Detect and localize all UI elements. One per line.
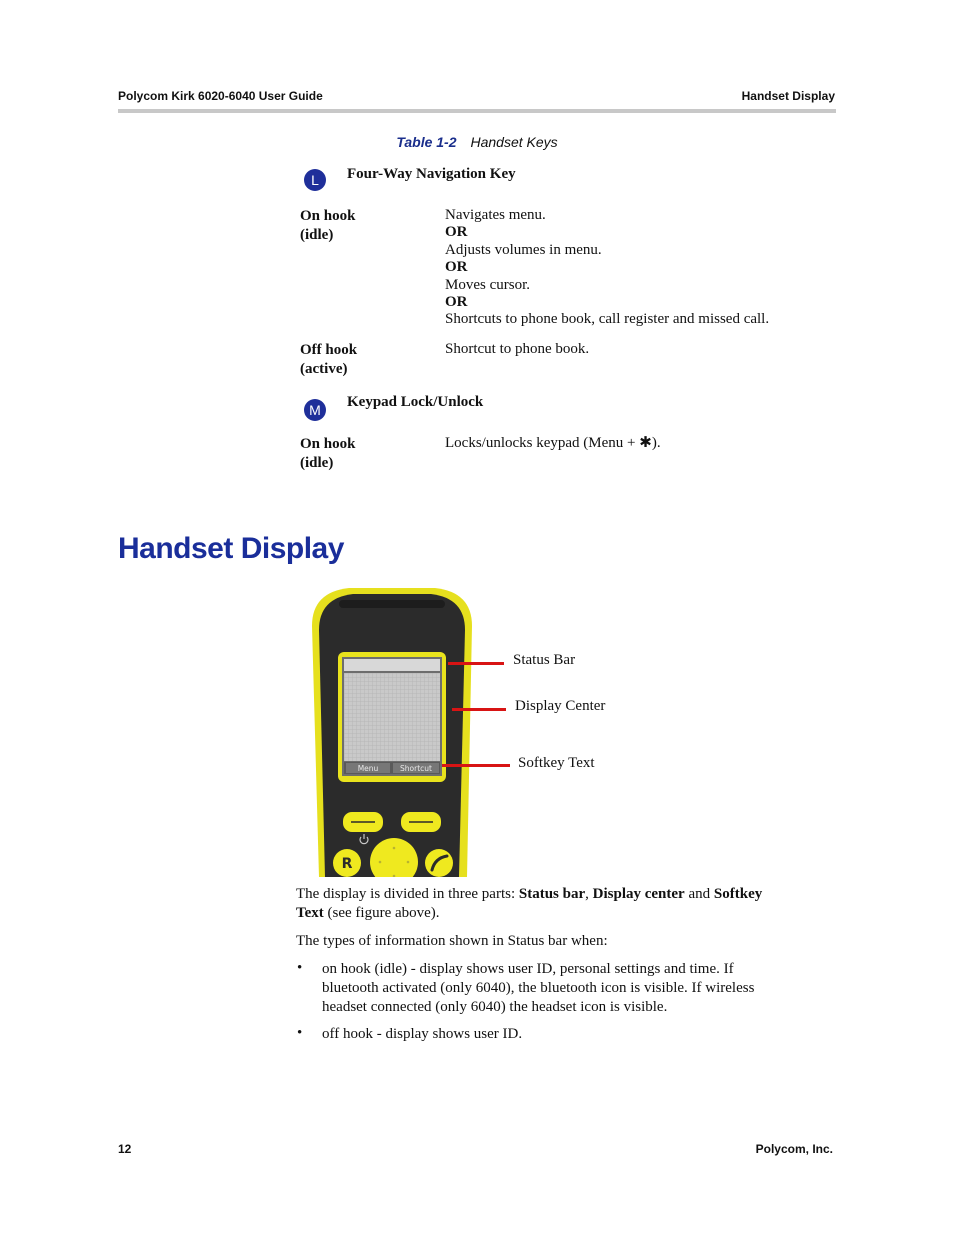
para-text: , xyxy=(585,886,593,902)
page-number: 12 xyxy=(118,1142,132,1156)
display-center-callout-label: Display Center xyxy=(515,698,606,714)
softkey-right-label: Shortcut xyxy=(400,764,432,773)
bullet-icon: • xyxy=(297,960,303,976)
nav-key-badge-icon: L xyxy=(304,169,326,191)
display-center xyxy=(344,673,440,761)
key-description xyxy=(445,435,661,452)
desc-or: OR xyxy=(445,224,468,241)
table-caption xyxy=(0,134,954,150)
key-title: Four-Way Navigation Key xyxy=(347,166,516,182)
desc-line: Locks/unlocks keypad (Menu + ✱). xyxy=(445,435,661,451)
para-bold: Status bar xyxy=(518,886,586,902)
key-state xyxy=(300,341,357,379)
display-center-callout-line xyxy=(452,708,506,711)
key-title: Keypad Lock/Unlock xyxy=(347,394,484,410)
para-bold: Text xyxy=(296,905,324,921)
softkey-left-label: Menu xyxy=(357,764,379,773)
softkey-text-callout-line xyxy=(442,764,510,767)
state-line: (active) xyxy=(300,361,348,377)
handset-figure xyxy=(309,586,475,877)
desc-or: OR xyxy=(445,294,468,311)
state-line: Off hook xyxy=(300,342,358,358)
bullet-item: off hook - display shows user ID. xyxy=(322,1026,523,1042)
key-state xyxy=(300,435,355,473)
status-bar-callout-label: Status Bar xyxy=(513,652,576,668)
key-state xyxy=(300,207,355,245)
desc-line: Shortcut to phone book. xyxy=(445,341,590,357)
key-description xyxy=(445,207,769,329)
status-bar-paragraph: The types of information shown in Status bar when: xyxy=(296,933,608,949)
desc-line: Moves cursor. xyxy=(445,276,530,293)
desc-line: Shortcuts to phone book, call register and missed call. xyxy=(445,311,770,328)
desc-line: Adjusts volumes in menu. xyxy=(445,241,602,258)
bullet-line: on hook (idle) - display shows user ID, personal settings and time. If xyxy=(322,961,734,977)
running-header-section: Handset Display xyxy=(741,89,835,103)
r-key-label: R xyxy=(341,856,353,872)
bullet-line: bluetooth activated (only 6040), the bluetooth icon is visible. If wireless xyxy=(322,980,755,996)
para-text: The display is divided in three parts: xyxy=(296,886,519,902)
para-text: and xyxy=(684,886,714,902)
lock-key-badge-icon: M xyxy=(304,399,326,421)
state-line: (idle) xyxy=(300,227,334,243)
offhook-key xyxy=(425,849,453,877)
para-text: (see figure above). xyxy=(323,905,440,921)
header-rule xyxy=(118,109,836,113)
status-bar-callout-line xyxy=(448,662,504,665)
state-line: On hook xyxy=(300,436,356,452)
para-bold: Display center xyxy=(592,886,685,902)
key-description xyxy=(445,341,589,358)
speaker-slot xyxy=(339,600,445,608)
state-line: On hook xyxy=(300,208,356,224)
intro-paragraph xyxy=(296,885,836,923)
bullet-line: headset connected (only 6040) the headset icon is visible. xyxy=(322,999,668,1015)
table-title: Handset Keys xyxy=(470,134,558,150)
section-title: Handset Display xyxy=(118,532,344,565)
desc-line: Navigates menu. xyxy=(445,207,546,223)
table-number: Table 1-2 xyxy=(396,134,457,150)
state-line: (idle) xyxy=(300,455,334,471)
bullet-icon: • xyxy=(297,1025,303,1041)
bullet-item xyxy=(322,960,842,1017)
softkey-text-callout-label: Softkey Text xyxy=(518,755,595,771)
status-bar xyxy=(344,659,440,671)
footer-company: Polycom, Inc. xyxy=(755,1142,833,1156)
para-bold: Softkey xyxy=(713,886,763,902)
running-header-title: Polycom Kirk 6020-6040 User Guide xyxy=(118,89,323,103)
desc-or: OR xyxy=(445,259,468,276)
